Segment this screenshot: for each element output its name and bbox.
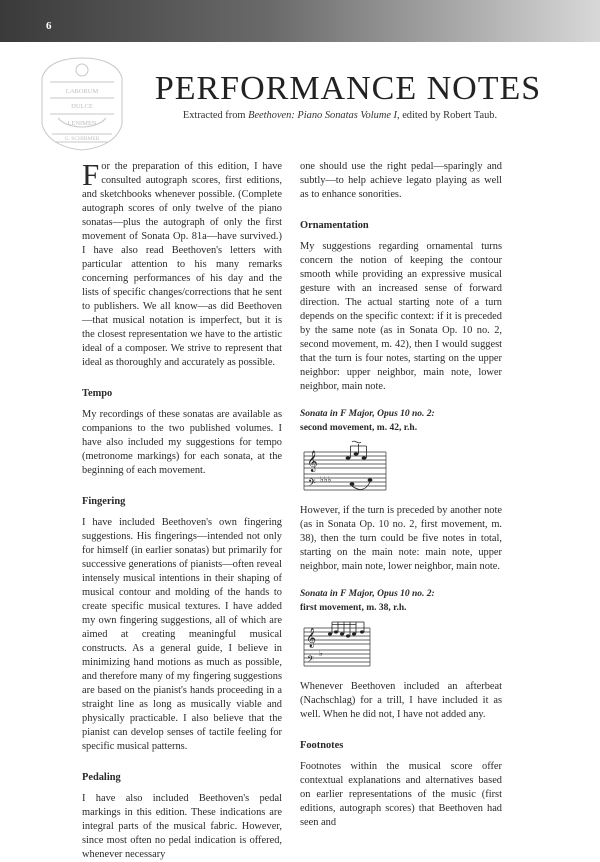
tempo-paragraph: My recordings of these sonatas are available as companions to the two published volumes. I have also included my suggestions for tempo (metronome markings) for each sonata, at the beginning of each movement. (82, 409, 282, 476)
svg-text:G. SCHIRMER: G. SCHIRMER (64, 136, 100, 142)
svg-text:DULCE: DULCE (71, 103, 93, 110)
svg-text:𝄢: 𝄢 (308, 477, 316, 491)
fingering-heading: Fingering (82, 496, 126, 507)
example-1-title: Sonata in F Major, Opus 10 no. 2: (300, 409, 435, 419)
ornamentation-heading: Ornamentation (300, 220, 369, 231)
page-number: 6 (46, 20, 52, 32)
right-column (300, 160, 502, 830)
subtitle: Extracted from Beethoven: Piano Sonatas Volume I, edited by Robert Taub. (182, 110, 498, 121)
footnotes-heading: Footnotes (300, 740, 344, 751)
svg-text:LENIMEN: LENIMEN (67, 120, 97, 127)
header-bar (0, 0, 600, 42)
svg-text:♭: ♭ (319, 649, 323, 658)
pedaling-heading: Pedaling (82, 772, 121, 783)
example-2-title: Sonata in F Major, Opus 10 no. 2: (300, 589, 435, 599)
example-2-subtitle: first movement, m. 38, r.h. (300, 603, 407, 613)
left-column (82, 157, 282, 862)
example-1-subtitle: second movement, m. 42, r.h. (300, 423, 418, 433)
svg-text:LABORUM: LABORUM (65, 88, 99, 95)
drop-cap: F (82, 157, 100, 192)
svg-text:𝄞: 𝄞 (306, 628, 317, 647)
intro-paragraph: For the preparation of this edition, I have consulted autograph scores, first editions, and sketchbooks whenever possible. (Complete autograph scores of only twelve of the piano sonatas—plus the autograph of only the first movement of Sonata Op. 81a—have survived.) I have also read Beethoven's letters with particular attention to his many remarks concerning performances of his day and the lists of specific changes/corrections that he sent to publishers. We all know—as did Beethoven—that musical notation is imperfect, but it is the closest representation we have to the artistic ideal of a composer. We strive to represent that ideal as thoroughly and accurately as possible. (82, 157, 282, 368)
svg-text:𝄢: 𝄢 (307, 655, 315, 667)
tempo-heading: Tempo (82, 388, 113, 399)
music-example-1-icon (300, 440, 390, 492)
page-title: PERFORMANCE NOTES (154, 70, 542, 107)
pedaling-continued: one should use the right pedal—sparingly and subtly—to help achieve legato playing as well as to enhance sonorities. (300, 161, 502, 200)
ornamentation-paragraph-1: My suggestions regarding ornamental turns concern the notion of keeping the contour smooth while providing an expressive musical gesture with an increased sense of forward direction. The actual starting note of a turn depends on the specific context: if it is preceded by the same note (as in Sonata Op. 10 no. 2, second movement, m. 42), then I would suggest that the turn is four notes, starting on the upper neighbor: upper neighbor, main note, lower neighbor, main note. (300, 241, 502, 392)
svg-text:𝄞: 𝄞 (307, 451, 318, 471)
svg-text:♭♭♭: ♭♭♭ (320, 475, 332, 484)
fingering-paragraph: I have included Beethoven's own fingering suggestions. His fingerings—intended not only for himself (in earlier sonatas) but primarily for successive generations of pianists—often reveal intensely musical intentions in their shaping of musical contour and molding of the hands to create specific musical textures. I have added my own fingering suggestions, all of which are aimed at creating meaningful musical constructs. As a general guide, I believe in minimizing hand motions as much as possible, and therefore many of my fingering suggestions are based on the pianist's hands proceeding in a straight line as long as musically viable and physically practicable. I also believe that the pianist can develop senses of tactile feeling for specific musical patterns. (82, 517, 282, 752)
ornamentation-paragraph-2: However, if the turn is preceded by another note (as in Sonata Op. 10 no. 2, first movement, m. 38), then the turn could be five notes in total, starting on the main note: main note, upper neighbor, main note, lower neighbor, main note. (300, 505, 502, 572)
pedaling-paragraph: I have also included Beethoven's pedal markings in this edition. These indications are integral parts of the musical fabric. However, since most often no pedal indication is offered, whenever necessary (82, 793, 282, 860)
footnotes-paragraph: Footnotes within the musical score offer contextual explanations and alternatives based on earlier representations of the music (first editions, autograph scores) that Beethoven had seen and (300, 761, 502, 828)
source-book-title: Beethoven: Piano Sonatas Volume I (248, 110, 397, 121)
ornamentation-paragraph-3: Whenever Beethoven included an afterbeat (Nachschlag) for a trill, I have included it as well. When he did not, I have not added any. (300, 681, 502, 720)
music-example-2-icon (300, 620, 372, 668)
publisher-seal-icon (38, 54, 126, 152)
